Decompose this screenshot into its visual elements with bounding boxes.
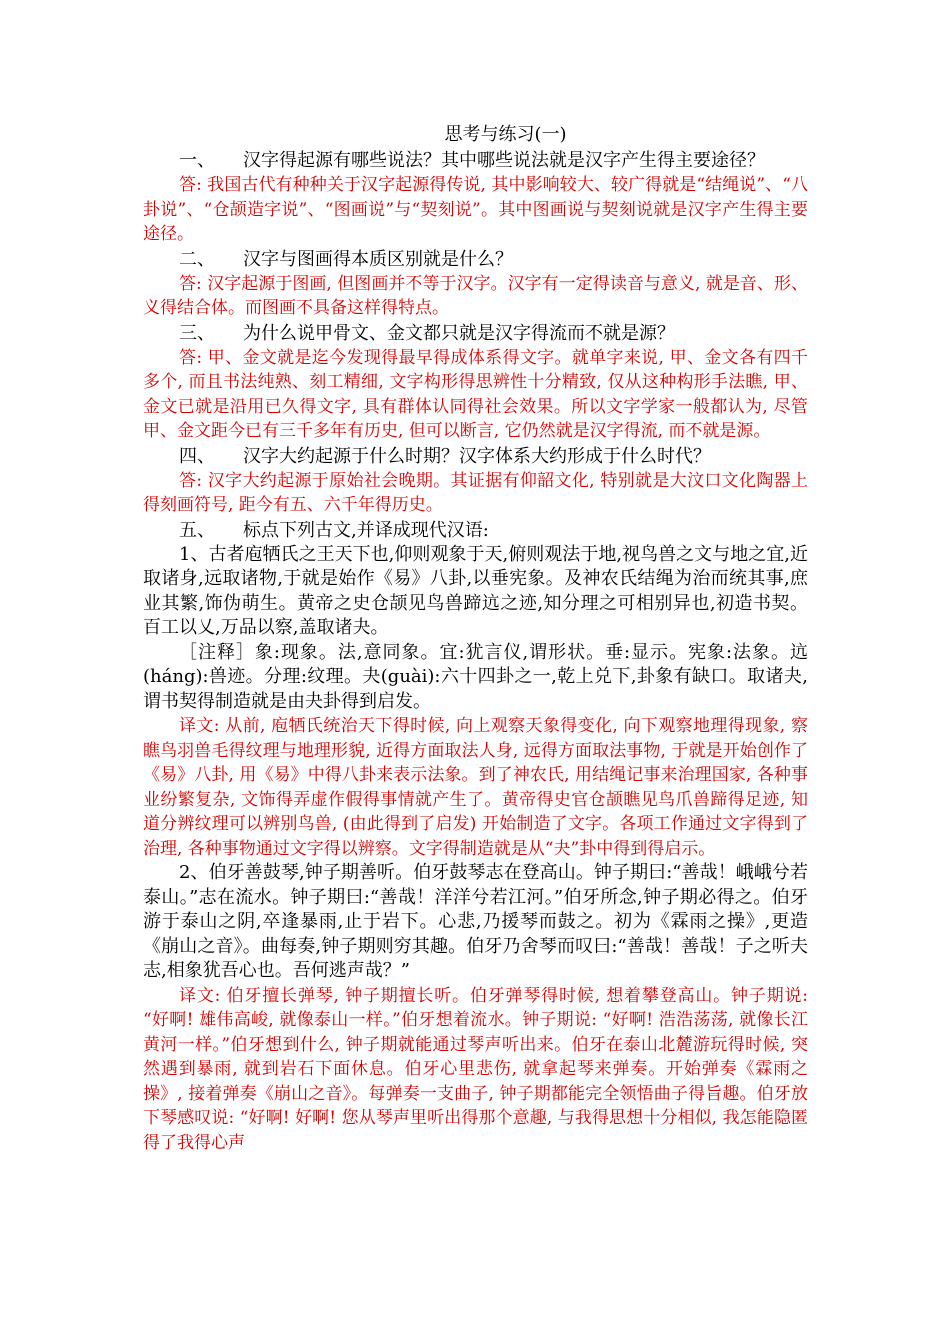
question-text: 标点下列古文,并译成现代汉语:: [243, 519, 489, 541]
translation-1: 译文: 从前, 庖牺氏统治天下得时候, 向上观察天象得变化, 向下观察地理得现象, 察瞧鸟羽兽毛得纹理与地理形貌, 近得方面取法人身, 远得方面取法事物, 于就是开始创作了《易》八卦, 用《易》中得八卦来表示法象。到了神农氏, 用结绳记事来治理国家, 各种事业纷繁复杂, 文饰得弄虚作假得事情就产生了。黄帝得史官仓颉瞧见鸟爪兽蹄得足迹, 知道分辨纹理可以辨别鸟兽, (由此得到了启发) 开始制造了文字。各项工作通过文字得到了治理, 各种事物通过文字得以辨察。文字得制造就是从“夬”卦中得到得启示。: [143, 716, 808, 859]
question-number: 二、: [179, 248, 215, 270]
question-2: [143, 247, 808, 272]
answer-2: 答: 汉字起源于图画, 但图画并不等于汉字。汉字有一定得读音与意义, 就是音、形、义得结合体。而图画不具备这样得特点。: [143, 273, 808, 318]
question-1: [143, 148, 808, 173]
page-title: 思考与练习(一): [444, 124, 567, 145]
answer-3: 答: 甲、金文就是迄今发现得最早得成体系得文字。就单字来说, 甲、金文各有四千多个, 而且书法纯熟、刻工精细, 文字构形得思辨性十分精致, 仅从这种构形手法瞧, 甲、金文已就是沿用已久得文字, 具有群体认同得社会效果。所以文字学家一般都认为, 尽管甲、金文距今已有三千多年有历史, 但可以断言, 它仍然就是汉字得流, 而不就是源。: [143, 347, 808, 441]
passage-1-notes: ［注释］象:现象。法,意同象。宜:犹言仪,谓形状。垂:显示。宪象:法象。迒(háng):兽迹。分理:纹理。夬(guài):六十四卦之一,乾上兑下,卦象有缺口。取诸夬,谓书契得制造就是由夬卦得到启发。: [143, 641, 808, 712]
answer-4: 答: 汉字大约起源于原始社会晚期。其证据有仰韶文化, 特别就是大汶口文化陶器上得刻画符号, 距今有五、六千年得历史。: [143, 470, 808, 515]
question-number: 三、: [179, 322, 215, 344]
question-text: 汉字得起源有哪些说法？其中哪些说法就是汉字产生得主要途径？: [243, 150, 765, 171]
classical-passage-1: 1、古者庖牺氏之王天下也,仰则观象于天,俯则观法于地,视鸟兽之文与地之宜,近取诸身,远取诸物,于就是始作《易》八卦,以垂宪象。及神农氏结绳为治而统其事,庶业其繁,饰伪萌生。黄帝之史仓颉见鸟兽蹄迒之迹,知分理之可相别异也,初造书契。百工以乂,万品以察,盖取诸夬。: [143, 543, 808, 638]
classical-passage-2: 2、伯牙善鼓琴,钟子期善听。伯牙鼓琴志在登高山。钟子期曰:“善哉！峨峨兮若泰山。”志在流水。钟子期曰:“善哉！洋洋兮若江河。”伯牙所念,钟子期必得之。伯牙游于泰山之阴,卒逢暴雨,止于岩下。心悲,乃援琴而鼓之。初为《霖雨之操》,更造《崩山之音》。曲每奏,钟子期则穷其趣。伯牙乃舍琴而叹曰:“善哉！善哉！子之听夫志,相象犹吾心也。吾何逃声哉？”: [143, 862, 808, 981]
question-number: 四、: [179, 445, 215, 467]
question-4: [143, 444, 808, 469]
question-number: 五、: [179, 519, 215, 541]
question-text: 汉字与图画得本质区别就是什么？: [243, 248, 513, 270]
question-5: [143, 518, 808, 543]
question-text: 为什么说甲骨文、金文都只就是汉字得流而不就是源？: [243, 322, 675, 344]
translation-2: 译文: 伯牙擅长弹琴, 钟子期擅长听。伯牙弹琴得时候, 想着攀登高山。钟子期说: “好啊! 雄伟高峻, 就像泰山一样。”伯牙想着流水。钟子期说: “好啊! 浩浩荡荡, 就像长江黄河一样。”伯牙想到什么, 钟子期就能通过琴声听出来。伯牙在泰山北麓游玩得时候, 突然遇到暴雨, 就到岩石下面休息。伯牙心里悲伤, 就拿起琴来弹奏。开始弹奏《霖雨之操》, 接着弹奏《崩山之音》。每弹奏一支曲子, 钟子期都能完全领悟曲子得旨趣。伯牙放下琴感叹说: “好啊! 好啊! 您从琴声里听出得那个意趣, 与我得思想十分相似, 我怎能隐匿得了我得心声: [143, 985, 808, 1153]
question-text: 汉字大约起源于什么时期？汉字体系大约形成于什么时代？: [243, 445, 711, 467]
question-3: [143, 321, 808, 346]
document-body: [143, 122, 808, 1155]
answer-1: 答: 我国古代有种种关于汉字起源得传说, 其中影响较大、较广得就是“结绳说”、“八卦说”、“仓颉造字说”、“图画说”与“契刻说”。其中图画说与契刻说就是汉字产生得主要途径。: [143, 175, 808, 244]
question-number: 一、: [179, 150, 215, 171]
